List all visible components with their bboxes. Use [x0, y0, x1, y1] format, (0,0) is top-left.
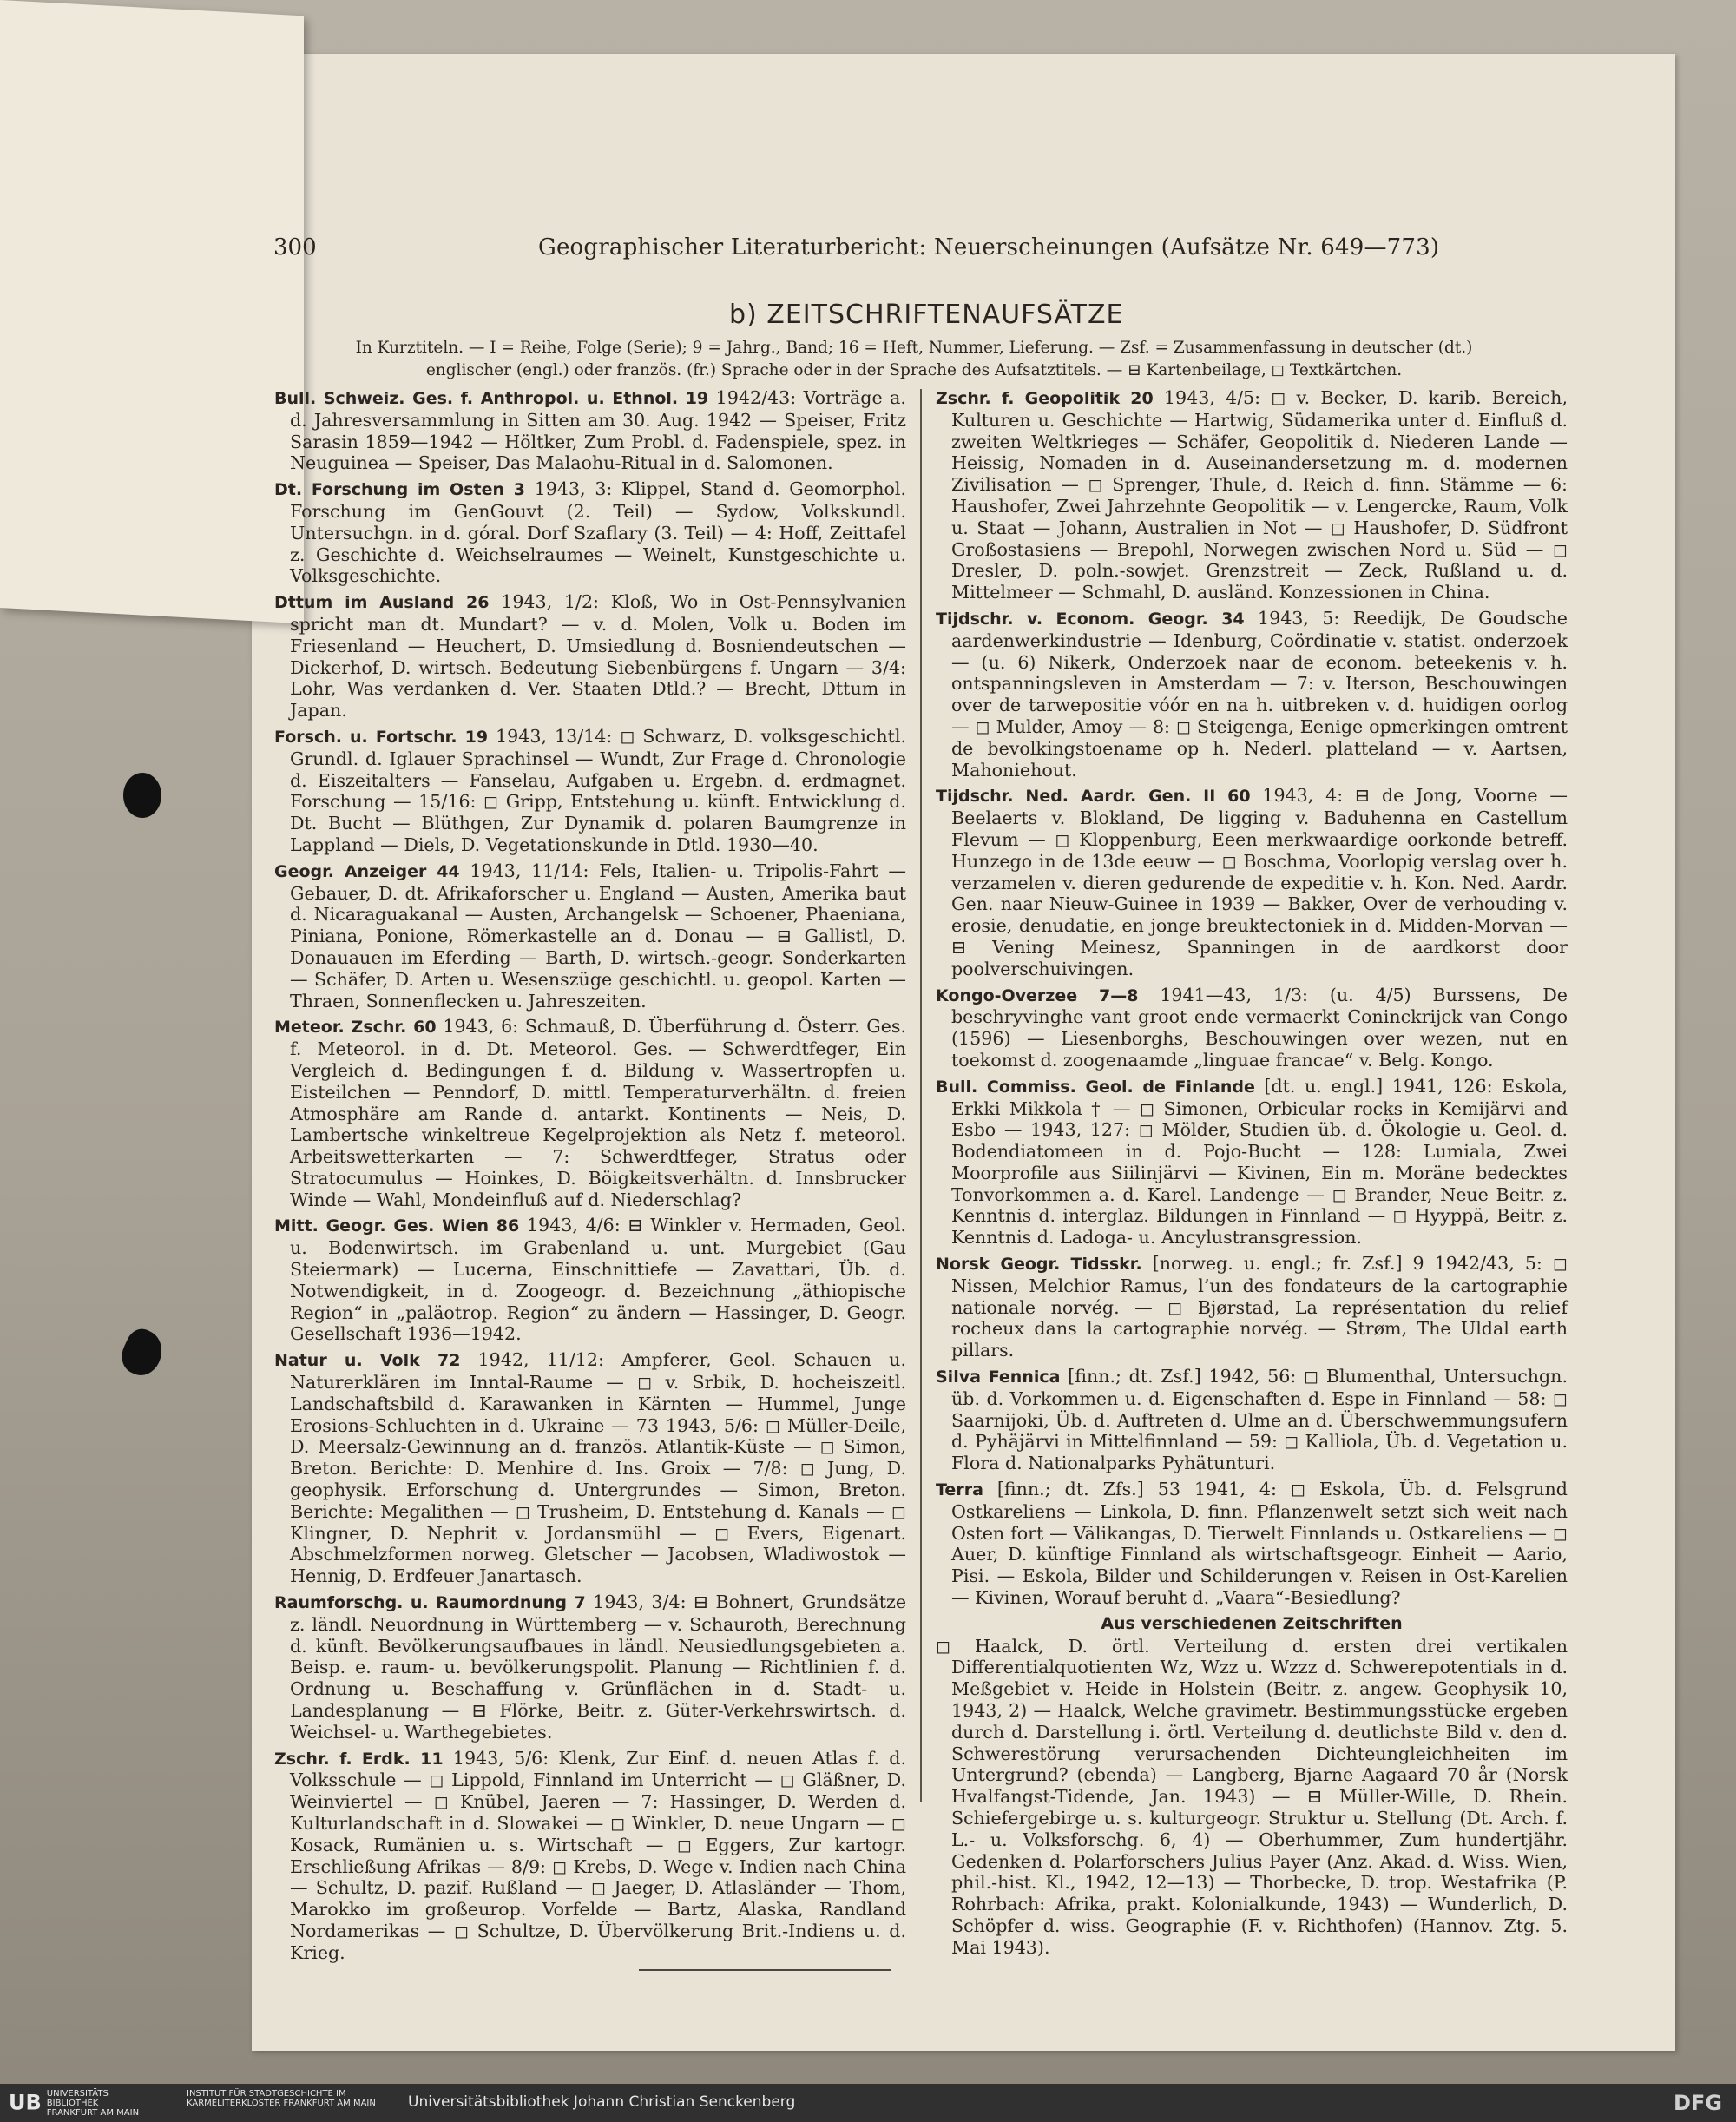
journal-entry	[274, 1215, 906, 1345]
entry-text: 1943, 5/6: Klenk, Zur Einf. d. neuen Atlas f. d. Volksschule — ◻ Lippold, Finnland im Unterricht — ◻ Gläßner, D. Weinviertel — ◻ Knübel, Jaeren — 7: Hassinger, D. Werden d. Kulturlandschaft in d. Slowakei — ◻ Winkler, D. neue Ungarn — ◻ Kosack, Rumänien u. s. Wirtschaft — ◻ Eggers, Zur kartogr. Erschließung Afrikas — 8/9: ◻ Krebs, D. Wege v. Indien nach China — Schultz, D. pazif. Rußland — ◻ Jaeger, D. Atlasländer — Thom, Marokko im großeurop. Vorfelde — Bartz, Alaska, Randland Nordamerikas — ◻ Schultze, D. Übervölkerung Brit.-Indiens u. d. Krieg.	[290, 1747, 906, 1963]
journal-entry	[936, 985, 1568, 1071]
journal-entry	[936, 1076, 1568, 1249]
journal-entry	[936, 387, 1568, 603]
running-head: Geographischer Literaturbericht: Neuerscheinungen (Aufsätze Nr. 649—773)	[538, 234, 1440, 260]
legend-line: In Kurztiteln. — I = Reihe, Folge (Serie); 9 = Jahrg., Band; 16 = Heft, Nummer, Lieferung. — Zsf. = Zusammenfassung in deutscher (dt.)	[355, 339, 1473, 357]
footer-caption: Universitätsbibliothek Johann Christian Senckenberg	[408, 2093, 796, 2111]
entry-text: [dt. u. engl.] 1941, 126: Eskola, Erkki Mikkola † — ◻ Simonen, Orbicular rocks in Kemijärvi and Esbo — 1943, 127: ◻ Mölder, Studien üb. d. Ökologie u. Geol. d. Bodendiatomeen in d. Pojo-Bucht — 128: Lumiala, Zwei Moorprofile aus Siilinjärvi — Kivinen, Ein m. Moräne bedecktes Tonvorkommen a. d. Karel. Landenge — ◻ Brander, Neue Beitr. z. Kenntnis d. interglaz. Bildungen in Finnland — ◻ Hyyppä, Beitr. z. Kenntnis d. Ladoga- u. Ancylustransgression.	[951, 1075, 1568, 1249]
journal-title: Meteor. Zschr. 60	[274, 1018, 437, 1038]
journal-title: Kongo-Overzee 7—8	[936, 985, 1139, 1005]
entry-text: 1942/43: Vorträge a. d. Jahresversammlung in Sitten am 30. Aug. 1942 — Speiser, Fritz Sarasin 1859—1942 — Höltker, Zum Probl. d. Fadenspiele, spez. in Neuguinea — Speiser, Das Malaohu-Ritual in d. Salomonen.	[290, 387, 906, 474]
journal-entry	[936, 785, 1568, 979]
journal-title: Zschr. f. Geopolitik 20	[936, 389, 1154, 408]
misc-entry: ◻ Haalck, D. örtl. Verteilung d. ersten drei vertikalen Differentialquotienten Wz, Wzz u. Wzzz d. Schwerepotentials in d. Meßgebiet v. Heide in Holstein (Beitr. z. angew. Geophysik 10, 1943, 2) — Haalck, Welche gravimetr. Bestimmungsstücke ergeben durch d. Darstellung i. örtl. Verteilung d. deutlichste Bild v. den d. Schwerestörung verursachenden Dichteungleichheiten im Untergrund? (ebenda) — Langberg, Bjarne Aagaard 70 år (Norsk Hvalfangst-Tidende, Jan. 1943) — ⊟ Müller-Wille, D. Rhein. Schiefergebirge u. s. kulturgeogr. Struktur u. Stellung (Dt. Arch. f. L.- u. Volksforschg. 6, 4) — Oberhummer, Zum hundertjähr. Gedenken d. Polarforschers Julius Payer (Anz. Akad. d. Wiss. Wien, phil.-hist. Kl., 1942, 12—13) — Thorbecke, D. trop. Westafrika (P. Rohrbach: Afrika, prakt. Kolonialkunde, 1943) — Wunderlich, D. Schöpfer d. wiss. Geographie (F. v. Richthofen) (Hannov. Ztg. 5. Mai 1943).	[936, 1635, 1568, 1958]
footer-bar	[0, 2084, 1736, 2122]
punch-hole	[123, 773, 161, 818]
journal-title: Natur u. Volk 72	[274, 1351, 461, 1371]
journal-entry	[936, 1366, 1568, 1474]
journal-entry	[936, 608, 1568, 781]
entry-text: [finn.; dt. Zsf.] 1942, 56: ◻ Blumenthal, Untersuchgn. üb. d. Vorkommen u. d. Eigenschaften d. Espe in Finnland — 58: ◻ Saarnijoki, Üb. d. Auftreten d. Ulme an d. Überschwemmungsufern d. Pyhäjärvi in Mittelfinnland — 59: ◻ Kalliola, Üb. d. Vegetation u. Flora d. Nationalparks Pyhätunturi.	[951, 1366, 1568, 1474]
journal-entry	[274, 591, 906, 722]
entry-text: 1943, 1/2: Kloß, Wo in Ost-Pennsylvanien spricht man dt. Mundart? — v. d. Molen, Volk u. Boden im Friesenland — Heuchert, D. Umsiedlung d. Bosniendeutschen — Dickerhof, D. wirtsch. Bedeutung Siebenbürgens f. Ungarn — 3/4: Lohr, Was verdanken d. Ver. Staaten Dtld.? — Brecht, Dttum in Japan.	[290, 591, 907, 722]
entry-text: 1943, 13/14: ◻ Schwarz, D. volksgeschichtl. Grundl. d. Iglauer Sprachinsel — Wundt, Zur Frage d. Chronologie d. Eiszeitalters — Fanselau, Aufgaben u. Ergebn. d. erdmagnet. Forschung — 15/16: ◻ Gripp, Entstehung u. künft. Entwicklung d. Dt. Bucht — Blüthgen, Zur Dynamik d. polaren Baumgrenze in Lappland — Diels, D. Vegetationskunde in Dtld. 1930—40.	[290, 725, 907, 855]
abbreviation-legend	[276, 337, 1552, 382]
journal-entry	[274, 860, 906, 1012]
journal-entry	[274, 1592, 906, 1743]
column-divider	[920, 389, 922, 1802]
legend-line: englischer (engl.) oder französ. (fr.) Sprache oder in der Sprache des Aufsatztitels. — ⊟ Kartenbeilage, ◻ Textkärtchen.	[425, 361, 1403, 379]
entry-text: 1943, 4/5: ◻ v. Becker, D. karib. Bereich, Kulturen u. Geschichte — Hartwig, Südamerika unter d. Einfluß d. zweiten Weltkrieges — Schäfer, Geopolitik d. Niederen Lande — Heissig, Nomaden in d. Auseinandersetzung m. d. modernen Zivilisation — ◻ Sprenger, Thule, d. Reich d. finn. Stämme — 6: Haushofer, Zwei Jahrzehnte Geopolitik — v. Lengercke, Raum, Volk u. Staat — Johann, Australien in Not — ◻ Haushofer, D. Südfront Großostasiens — Brepohl, Norwegen zwischen Nord u. Süd — ◻ Dresler, D. poln.-sowjet. Grenzstreit — Zeck, Rußland u. d. Mittelmeer — Schmahl, D. ausländ. Konzessionen in China.	[951, 387, 1568, 603]
entry-text: [finn.; dt. Zfs.] 53 1941, 4: ◻ Eskola, Üb. d. Felsgrund Ostkareliens — Linkola, D. finn. Pflanzenwelt setzt sich weit nach Osten fort — Välikangas, D. Tierwelt Finnlands u. Ostkareliens — ◻ Auer, D. künftige Finnland als wirtschaftsgeogr. Einheit — Aario, Pisi. — Eskola, Bilder und Schilderungen v. Reisen in Ost-Karelien — Kivinen, Worauf beruht d. „Vaara“-Besiedlung?	[951, 1479, 1568, 1609]
journal-entry	[274, 726, 906, 856]
journal-entry	[274, 387, 906, 474]
ub-logo	[9, 2089, 142, 2118]
journal-title: Dt. Forschung im Osten 3	[274, 480, 525, 500]
entry-text: 1941—43, 1/3: (u. 4/5) Burssens, De beschryvinghe vant groot ende vermaerkt Coninckrijck van Congo (1596) — Liesenborghs, Beschouwingen over wezen, nut en toekomst d. zoogenaamde „linguae francae“ v. Belg. Kongo.	[951, 984, 1568, 1071]
page-header	[273, 234, 1536, 264]
journal-title: Silva Fennica	[936, 1367, 1061, 1387]
right-column	[936, 387, 1568, 1963]
journal-title: Zschr. f. Erdk. 11	[274, 1749, 444, 1769]
journal-entry	[936, 1253, 1568, 1361]
entry-text: 1943, 4/6: ⊟ Winkler v. Hermaden, Geol. u. Bodenwirtsch. im Grabenland u. unt. Murgebiet (Gau Steiermark) — Lucerna, Einschnittiefe — Zavattari, Üb. d. Notwendigkeit, in d. Zoogeogr. d. Bezeichnung „äthiopische Region“ in „paläotrop. Region“ zu ändern — Hassinger, D. Geogr. Gesellschaft 1936—1942.	[290, 1215, 907, 1345]
entry-text: [norweg. u. engl.; fr. Zsf.] 9 1942/43, 5: ◻ Nissen, Melchior Ramus, l’un des fondateurs de la cartographie nationale norvég. — ◻ Bjørstad, La représentation du relief rocheux dans la cartographie norvég. — Strøm, The Uldal earth pillars.	[951, 1253, 1568, 1361]
end-rule	[639, 1969, 891, 1971]
entry-text: 1942, 11/12: Ampferer, Geol. Schauen u. Naturerklären im Inntal-Raume — ◻ v. Srbik, D. hocheiszeitl. Landschaftsbild d. Karawanken in Kärnten — Hummel, Junge Erosions-Schluchten in d. Ukraine — 73 1943, 5/6: ◻ Müller-Deile, D. Meersalz-Gewinnung an d. französ. Atlantik-Küste — ◻ Simon, Breton. Berichte: D. Menhire d. Ins. Groix — 7/8: ◻ Jung, D. geophysik. Erforschung d. Untergrundes — Simon, Breton. Berichte: Megalithen — ◻ Trusheim, D. Entstehung d. Kanals — ◻ Klingner, D. Nephrit v. Jordansmühl — ◻ Evers, Eigenart. Abschmelzformen norweg. Gletscher — Jacobsen, Wladiwostok — Hennig, D. Erdfeuer Janartasch.	[290, 1349, 906, 1587]
journal-title: Raumforschg. u. Raumordnung 7	[274, 1593, 586, 1613]
journal-entry	[936, 1479, 1568, 1609]
left-column	[274, 387, 906, 1971]
journal-title: Geogr. Anzeiger 44	[274, 861, 460, 881]
journal-title: Tijdschr. Ned. Aardr. Gen. II 60	[936, 787, 1251, 807]
journal-entry	[274, 1748, 906, 1964]
subsection-heading: Aus verschiedenen Zeitschriften	[1101, 1613, 1403, 1633]
journal-title: Terra	[936, 1480, 983, 1500]
entry-text: 1943, 5: Reedijk, De Goudsche aardenwerkindustrie — Idenburg, Coördinatie v. statist. onderzoek — (u. 6) Nikerk, Onderzoek naar de econom. beteekenis v. h. ontspanningsleven in Amsterdam — 7: v. Iterson, Beschouwingen over de tarwepositie vóór en na h. uitbreken v. d. huidigen oorlog — ◻ Mulder, Amoy — 8: ◻ Steigenga, Eenige opmerkingen omtrent de bevolkingstoename op h. Nederl. platteland — v. Aartsen, Mahoniehout.	[951, 607, 1568, 781]
entry-text: 1943, 3: Klippel, Stand d. Geomorphol. Forschung im GenGouvt (2. Teil) — Sydow, Volkskundl. Untersuchgn. in d. góral. Dorf Szaflary (3. Teil) — 4: Hoff, Zeittafel z. Geschichte d. Weichselraumes — Weinelt, Kunstgeschichte u. Volksgeschichte.	[290, 478, 906, 587]
journal-title: Dttum im Ausland 26	[274, 593, 490, 613]
journal-entry	[274, 1349, 906, 1587]
journal-title: Bull. Schweiz. Ges. f. Anthropol. u. Ethnol. 19	[274, 389, 709, 408]
section-title: b) ZEITSCHRIFTENAUFSÄTZE	[729, 300, 1124, 330]
journal-entry	[274, 1016, 906, 1210]
journal-entry	[274, 478, 906, 587]
entry-text: 1943, 11/14: Fels, Italien- u. Tripolis-Fahrt — Gebauer, D. dt. Afrikaforscher u. England — Austen, Amerika baut d. Nicaraguakanal — Austen, Archangelsk — Schoener, Phaeniana, Piniana, Ponione, Römerkastelle an d. Donau — ⊟ Gallistl, D. Donauauen im Eferding — Barth, D. wirtsch.-geogr. Sonderkarten — Schäfer, D. Arten u. Wesenszüge geschichtl. u. geopol. Karten — Thraen, Sonnenflecken u. Jahreszeiten.	[290, 860, 906, 1012]
ub-logo-text: UNIVERSITÄTS BIBLIOTHEK FRANKFURT AM MAIN	[46, 2089, 140, 2118]
entry-text: 1943, 6: Schmauß, D. Überführung d. Österr. Ges. f. Meteorol. in d. Dt. Meteorol. Ges. — Schwerdtfeger, Ein Vergleich d. Bedingungen f. d. Bildung v. Wassertropfen u. Eisteilchen — Penndorf, D. mittl. Temperaturverhältn. d. freien Atmosphäre am Rande d. antarkt. Kontinents — Neis, D. Lambertsche winkeltreue Kegelprojektion als Netz f. meteorol. Arbeitswetterkarten — 7: Schwerdtfeger, Stratus oder Stratocumulus — Hoinkes, D. Böigkeitsverhältn. d. Innsbrucker Winde — Wahl, Mondeinfluß auf d. Niederschlag?	[290, 1016, 906, 1210]
journal-title: Tijdschr. v. Econom. Geogr. 34	[936, 609, 1245, 629]
journal-title: Bull. Commiss. Geol. de Finlande	[936, 1077, 1255, 1097]
ub-logo-mark: UB	[9, 2090, 42, 2115]
entry-text: 1943, 3/4: ⊟ Bohnert, Grundsätze z. ländl. Neuordnung in Württemberg — v. Schauroth, Berechnung d. künft. Bevölkerungsaufbaues in ländl. Neusiedlungsgebieten a. Beisp. e. raum- u. bevölkerungspolit. Planung — Richtlinien f. d. Ordnung u. Beschaffung v. Grünflächen in d. Stadt- u. Landesplanung — ⊟ Flörke, Beitr. z. Güter-Verkehrswirtsch. d. Weichsel- u. Warthegebietes.	[290, 1592, 907, 1743]
entry-text: 1943, 4: ⊟ de Jong, Voorne — Beelaerts v. Blokland, De ligging v. Baduhenna en Castellum Flevum — ◻ Kloppenburg, Eeen merkwaardige oorkonde betreff. Hunzego in de 13de eeuw — ◻ Boschma, Voorlopig verslag over h. verzamelen v. dieren gedurende de expeditie v. h. Kon. Ned. Aardr. Gen. naar Nieuw-Guinee in 1939 — Bakker, Over de verhouding v. erosie, denudatie, en jonge breuktectoniek in d. Midden-Morvan — ⊟ Vening Meinesz, Spanningen in de aardkorst door poolverschuivingen.	[951, 785, 1568, 979]
page-number: 300	[273, 234, 317, 260]
paper-slip	[0, 0, 304, 623]
dfg-logo: DFG	[1673, 2091, 1722, 2115]
journal-title: Mitt. Geogr. Ges. Wien 86	[274, 1216, 520, 1236]
journal-title: Forsch. u. Fortschr. 19	[274, 727, 489, 747]
institute-logo: INSTITUT FÜR STADTGESCHICHTE IM KARMELITERKLOSTER FRANKFURT AM MAIN	[187, 2089, 376, 2108]
journal-title: Norsk Geogr. Tidsskr.	[936, 1255, 1142, 1275]
